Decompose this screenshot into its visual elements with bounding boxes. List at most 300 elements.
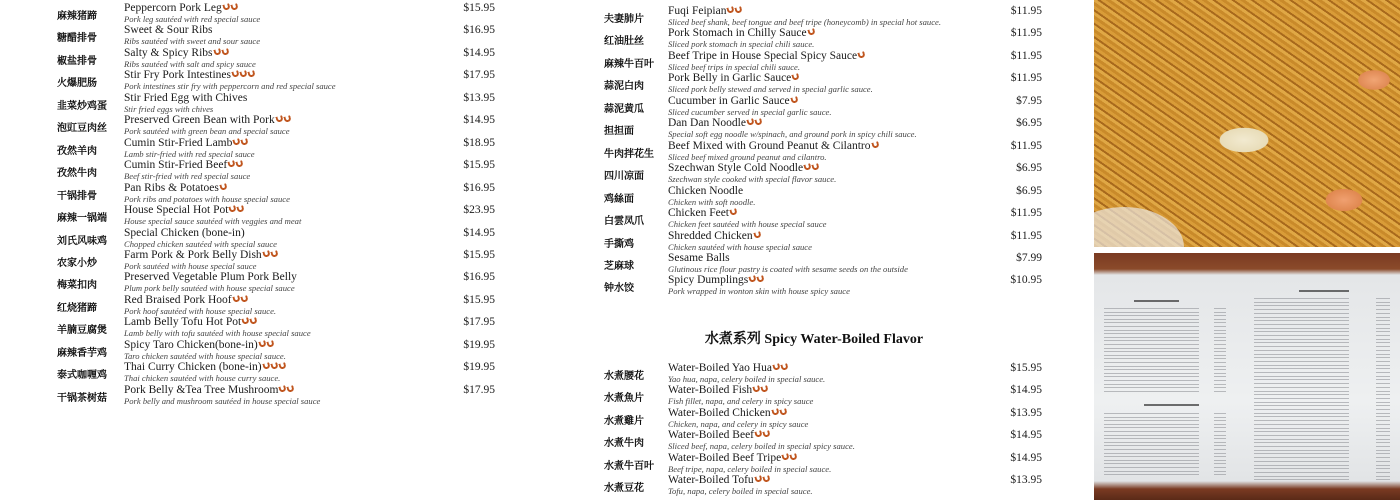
photo-text-line [1254, 320, 1349, 321]
photo-text-line [1254, 465, 1349, 466]
item-description: Chicken with soft noodle. [668, 196, 756, 207]
photo-text-line [1214, 474, 1226, 475]
photo-text-line [1104, 463, 1199, 464]
item-name-text: Lamb Belly Tofu Hot Pot [124, 316, 242, 329]
item-name-text: Preserved Green Bean with Pork [124, 114, 275, 127]
photo-text-line [1144, 404, 1199, 406]
photo-text-line [1104, 319, 1199, 320]
item-description: Pork sautéed with house special sauce [124, 260, 257, 271]
chili-pepper-icon [230, 3, 238, 11]
item-price: $15.95 [463, 2, 495, 14]
item-description: Pork hoof sautéed with house special sauce. [124, 305, 277, 316]
photo-text-line [1376, 420, 1390, 421]
photo-text-line [1376, 324, 1390, 325]
item-name-text: Thai Curry Chicken (bone-in) [124, 361, 262, 374]
item-chinese-name: 白雲凤爪 [604, 216, 644, 228]
photo-text-line [1254, 368, 1349, 369]
item-description: Ribs sautéed with salt and spicy sauce [124, 58, 256, 69]
noodle-dish-photo [1094, 0, 1400, 247]
item-description: Thai chicken sautéed with house curry sauce. [124, 373, 281, 384]
photo-text-line [1376, 428, 1390, 429]
photo-text-line [1104, 362, 1199, 363]
chili-pepper-icon [762, 475, 770, 483]
item-description: Taro chicken sautéed with house special sauce. [124, 350, 286, 361]
section-title-zh: 水煮系列 [704, 331, 761, 347]
photo-text-line [1214, 413, 1226, 414]
item-description: Pork intestines stir fry with peppercorn and red special sauce [124, 81, 336, 92]
photo-text-line [1254, 450, 1349, 451]
photo-text-line [1254, 402, 1349, 403]
photo-text-line [1214, 387, 1226, 388]
item-chinese-name: 麻辣香芋鸡 [57, 347, 107, 359]
photo-text-line [1254, 476, 1349, 477]
photo-text-line [1376, 302, 1390, 303]
item-chinese-name: 火爆肥肠 [57, 78, 97, 90]
photo-text-line [1254, 357, 1349, 358]
chili-pepper-icon [250, 317, 258, 325]
photo-text-line [1214, 376, 1226, 377]
item-price: $11.95 [1010, 139, 1042, 152]
photo-text-line [1254, 431, 1349, 432]
item-description: Pork wrapped in wonton skin with house spicy sauce [668, 286, 850, 297]
item-chinese-name: 水煮雞片 [604, 415, 644, 427]
photo-text-line [1254, 339, 1349, 340]
item-name-text: Special Chicken (bone-in) [124, 226, 245, 239]
chili-pepper-icon [790, 96, 798, 104]
chili-pepper-icon [762, 431, 770, 439]
photo-text-line [1376, 394, 1390, 395]
item-chinese-name: 梅菜扣肉 [57, 280, 97, 292]
item-english-name [124, 361, 286, 373]
photo-text-line [1214, 380, 1226, 381]
photo-text-line [1214, 369, 1226, 370]
item-english-name [124, 204, 244, 216]
photo-text-line [1254, 350, 1349, 351]
item-price: $11.95 [1010, 27, 1042, 40]
item-price: $14.95 [463, 226, 495, 239]
photo-text-line [1214, 312, 1226, 313]
item-description: Sliced pork stomach in special chili sauce. [668, 39, 815, 50]
item-price: $16.95 [463, 271, 495, 284]
item-description: Yao hua, napa, celery boiled in special sauce. [668, 374, 826, 384]
photo-text-line [1214, 333, 1226, 334]
photo-text-line [1254, 354, 1349, 355]
photo-text-line [1214, 373, 1226, 374]
item-name-text: Stir Fried Egg with Chives [124, 91, 248, 104]
photo-text-line [1376, 379, 1390, 380]
photo-text-line [1214, 438, 1226, 439]
photo-text-line [1376, 453, 1390, 454]
chili-pepper-icon [232, 295, 240, 303]
chili-pepper-icon [236, 160, 244, 168]
item-price: $6.95 [1016, 184, 1042, 197]
photo-text-line [1376, 468, 1390, 469]
photo-text-line [1214, 330, 1226, 331]
photo-text-line [1104, 373, 1199, 374]
photo-text-line [1254, 328, 1349, 329]
chili-pepper-icon [241, 138, 249, 146]
chili-pepper-icon [266, 340, 274, 348]
photo-text-line [1104, 427, 1199, 428]
item-chinese-name: 蒜泥黄瓜 [604, 103, 644, 115]
photo-text-line [1254, 383, 1349, 384]
photo-text-line [1214, 391, 1226, 392]
photo-text-line [1104, 449, 1199, 450]
item-chinese-name: 蒜泥白肉 [604, 81, 644, 93]
photo-text-line [1376, 435, 1390, 436]
item-name-text: Spicy Dumplings [668, 274, 749, 287]
item-chinese-name: 麻辣牛百叶 [604, 58, 654, 70]
photo-text-line [1104, 453, 1199, 454]
photo-text-line [1376, 446, 1390, 447]
item-name-text: Water-Boiled Fish [668, 384, 753, 397]
chili-pepper-icon [270, 362, 278, 370]
item-name-text: Sesame Balls [668, 251, 730, 264]
photo-text-line [1376, 372, 1390, 373]
photo-text-line [1254, 428, 1349, 429]
photo-text-line [1254, 331, 1349, 332]
item-english-name [668, 474, 770, 486]
photo-text-line [1254, 372, 1349, 373]
chili-pepper-icon [792, 74, 800, 82]
photo-text-line [1214, 445, 1226, 446]
item-price: $11.95 [1010, 229, 1042, 242]
item-price: $16.95 [463, 24, 495, 37]
item-name-text: Cumin Stir-Fried Lamb [124, 136, 233, 149]
item-price: $17.95 [463, 316, 495, 329]
item-price: $14.95 [463, 114, 495, 127]
item-price: $6.95 [1016, 162, 1042, 175]
photo-text-line [1104, 431, 1199, 432]
photo-text-line [1254, 324, 1349, 325]
item-price: $14.95 [1010, 451, 1042, 464]
photo-text-line [1104, 413, 1199, 414]
photo-text-line [1376, 457, 1390, 458]
photo-text-line [1376, 305, 1390, 306]
item-price: $13.95 [1010, 474, 1042, 487]
photo-text-line [1214, 467, 1226, 468]
item-english-name [668, 140, 879, 152]
photo-text-line [1104, 474, 1199, 475]
photo-text-line [1104, 358, 1199, 359]
item-description: Sliced beef trips in special chili sauce. [668, 61, 800, 72]
photo-text-line [1376, 409, 1390, 410]
item-description: Szechwan style cooked with special flavor sauce. [668, 174, 837, 185]
item-description: Chicken feet sautéed with house special sauce [668, 219, 827, 230]
item-chinese-name: 水煮牛百叶 [604, 460, 654, 472]
photo-text-line [1254, 461, 1349, 462]
photo-text-line [1214, 431, 1226, 432]
chili-pepper-icon [287, 385, 295, 393]
photo-text-line [1104, 308, 1199, 309]
item-name-text: Preserved Vegetable Plum Pork Belly [124, 271, 297, 284]
photo-text-line [1376, 416, 1390, 417]
item-name-text: Dan Dan Noodle [668, 117, 746, 130]
item-price: $11.95 [1010, 72, 1042, 85]
item-name-text: Pork Stomach in Chilly Sauce [668, 27, 807, 40]
item-chinese-name: 红烧猪蹄 [57, 302, 97, 314]
photo-text-line [1254, 394, 1349, 395]
item-description: Glutinous rice flour pastry is coated with sesame seeds on the outside [668, 263, 908, 274]
photo-text-line [1376, 402, 1390, 403]
item-description: Sliced pork belly stewed and served in special garlic sauce. [668, 84, 873, 95]
item-chinese-name: 椒盐排骨 [57, 55, 97, 67]
chili-pepper-icon [857, 51, 865, 59]
photo-text-line [1214, 456, 1226, 457]
photo-text-line [1134, 300, 1179, 302]
item-price: $10.95 [1010, 274, 1042, 287]
photo-text-line [1104, 340, 1199, 341]
photo-text-line [1376, 476, 1390, 477]
photo-text-line [1254, 446, 1349, 447]
photo-text-line [1214, 463, 1226, 464]
item-name-text: Water-Boiled Beef Tripe [668, 451, 782, 464]
section-title-water-boiled [604, 328, 1024, 348]
item-name-text: Peppercorn Pork Leg [124, 2, 222, 14]
item-chinese-name: 干锅茶树菇 [57, 392, 107, 404]
photo-text-line [1376, 461, 1390, 462]
item-name-text: House Special Hot Pot [124, 204, 229, 217]
item-description: House special sauce sautéed with veggies and meat [124, 216, 302, 227]
photo-text-line [1376, 335, 1390, 336]
photo-text-line [1104, 471, 1199, 472]
chili-pepper-icon [283, 115, 291, 123]
item-name-text: Pan Ribs & Potatoes [124, 181, 219, 194]
item-english-name [668, 50, 865, 62]
photo-text-line [1104, 369, 1199, 370]
item-price: $16.95 [463, 181, 495, 194]
photo-text-line [1104, 351, 1199, 352]
photo-text-line [1254, 361, 1349, 362]
photo-text-line [1104, 333, 1199, 334]
photo-text-line [1104, 376, 1199, 377]
item-price: $11.95 [1010, 5, 1042, 17]
photo-text-line [1254, 342, 1349, 343]
item-english-name [668, 72, 799, 84]
photo-text-line [1104, 424, 1199, 425]
chili-pepper-icon [807, 29, 815, 37]
item-description: Lamb stir-fried with red special sauce [124, 148, 255, 159]
item-english-name [124, 384, 294, 396]
item-price: $15.95 [463, 159, 495, 172]
photo-text-line [1376, 354, 1390, 355]
photo-text-line [1299, 290, 1349, 292]
item-english-name [668, 207, 737, 219]
item-chinese-name: 担担面 [604, 126, 634, 138]
photo-text-line [1376, 413, 1390, 414]
item-price: $14.95 [1010, 429, 1042, 442]
photo-text-line [1254, 305, 1349, 306]
item-price: $23.95 [463, 204, 495, 217]
item-english-name [668, 162, 819, 174]
item-description: Sliced beef mixed ground peanut and cilantro. [668, 151, 827, 162]
item-price: $6.95 [1016, 117, 1042, 130]
photo-text-line [1214, 424, 1226, 425]
photo-text-line [1376, 357, 1390, 358]
item-chinese-name: 水煮腰花 [604, 371, 644, 382]
photo-text-line [1376, 479, 1390, 480]
item-description: Special soft egg noodle w/spinach, and ground pork in spicy chili sauce. [668, 129, 917, 140]
item-description: Beef tripe, napa, celery boiled in special sauce. [668, 463, 832, 474]
item-price: $13.95 [463, 91, 495, 104]
photo-text-line [1376, 387, 1390, 388]
photo-text-line [1214, 442, 1226, 443]
item-price: $7.95 [1016, 94, 1042, 107]
item-english-name [124, 294, 248, 306]
photo-text-line [1376, 298, 1390, 299]
item-description: Stir fried eggs with chives [124, 103, 214, 114]
item-chinese-name: 农家小炒 [57, 257, 97, 269]
photo-text-line [1104, 355, 1199, 356]
item-chinese-name: 水煮豆花 [604, 483, 644, 495]
item-english-name [668, 5, 742, 17]
item-chinese-name: 水煮牛肉 [604, 438, 644, 450]
item-english-name [124, 2, 238, 14]
photo-text-line [1254, 391, 1349, 392]
item-price: $7.99 [1016, 251, 1042, 264]
photo-text-line [1104, 391, 1199, 392]
item-english-name [668, 185, 743, 197]
item-chinese-name: 水煮魚片 [604, 393, 644, 405]
item-chinese-name: 手撕鸡 [604, 238, 634, 250]
photo-text-line [1376, 439, 1390, 440]
item-chinese-name: 鸡絲面 [604, 193, 634, 205]
photo-text-line [1104, 417, 1199, 418]
item-name-text: Sweet & Sour Ribs [124, 24, 213, 37]
chili-pepper-icon [221, 48, 229, 56]
chili-pepper-icon [757, 276, 765, 284]
item-english-name [124, 182, 227, 194]
photo-text-line [1376, 376, 1390, 377]
item-english-name [124, 316, 257, 328]
photo-text-line [1214, 315, 1226, 316]
photo-text-line [1214, 427, 1226, 428]
photo-text-line [1214, 340, 1226, 341]
photo-text-line [1376, 313, 1390, 314]
photo-text-line [1254, 442, 1349, 443]
chili-pepper-icon [790, 453, 798, 461]
chili-pepper-icon [213, 48, 221, 56]
chili-pepper-icon [278, 362, 286, 370]
photo-text-line [1214, 326, 1226, 327]
photo-text-line [1104, 435, 1199, 436]
item-chinese-name: 刘氏风味鸡 [57, 235, 107, 247]
item-description: Plum pork belly sautéed with house special sauce [124, 283, 295, 294]
photo-text-line [1254, 387, 1349, 388]
photo-text-line [1104, 467, 1199, 468]
item-price: $13.95 [1010, 406, 1042, 419]
photo-text-line [1376, 405, 1390, 406]
item-price: $19.95 [463, 361, 495, 374]
chili-pepper-icon [222, 3, 230, 11]
photo-text-line [1254, 298, 1349, 299]
photo-text-line [1214, 344, 1226, 345]
photo-text-line [1254, 335, 1349, 336]
chili-pepper-icon [753, 231, 761, 239]
item-name-text: Water-Boiled Tofu [668, 474, 754, 487]
item-chinese-name: 韭菜炒鸡蛋 [57, 100, 107, 112]
item-price: $14.95 [1010, 384, 1042, 397]
photo-text-line [1254, 313, 1349, 314]
item-chinese-name: 麻辣猪蹄 [57, 11, 97, 22]
item-chinese-name: 羊腩豆腐煲 [57, 325, 107, 337]
item-english-name [124, 24, 213, 36]
photo-text-line [1376, 346, 1390, 347]
photo-text-line [1214, 337, 1226, 338]
item-price: $15.95 [463, 248, 495, 261]
item-name-text: Chicken Noodle [668, 184, 744, 197]
item-english-name [124, 114, 291, 126]
item-name-text: Beef Mixed with Ground Peanut & Cilantro [668, 139, 871, 152]
item-description: Sliced beef shank, beef tongue and beef tripe (honeycomb) in special hot sauce. [668, 17, 942, 27]
item-chinese-name: 夫妻肺片 [604, 14, 644, 25]
item-english-name [668, 230, 761, 242]
item-name-text: Cumin Stir-Fried Beef [124, 159, 228, 172]
item-price: $18.95 [463, 136, 495, 149]
item-name-text: Spicy Taro Chicken(bone-in) [124, 338, 258, 351]
photo-text-line [1376, 383, 1390, 384]
photo-text-line [1254, 439, 1349, 440]
photo-text-line [1104, 344, 1199, 345]
item-name-text: Fuqi Feipian [668, 5, 727, 17]
item-name-text: Water-Boiled Yao Hua [668, 362, 772, 374]
item-chinese-name: 糖醋排骨 [57, 33, 97, 45]
item-chinese-name: 孜然羊肉 [57, 145, 97, 157]
photo-text-line [1104, 330, 1199, 331]
photo-text-line [1214, 384, 1226, 385]
photo-text-line [1376, 365, 1390, 366]
item-description: Pork leg sautéed with red special sauce [124, 14, 261, 24]
item-english-name [668, 452, 797, 464]
photo-text-line [1254, 302, 1349, 303]
photo-text-line [1254, 479, 1349, 480]
item-description: Pork ribs and potatoes with house special sauce [124, 193, 290, 204]
item-chinese-name: 麻辣一锅端 [57, 213, 107, 225]
photo-text-line [1214, 449, 1226, 450]
photo-text-line [1104, 380, 1199, 381]
item-chinese-name: 四川凉面 [604, 171, 644, 183]
photo-text-line [1254, 379, 1349, 380]
chili-pepper-icon [760, 386, 768, 394]
photo-text-line [1254, 317, 1349, 318]
chili-pepper-icon [275, 115, 283, 123]
item-name-text: Red Braised Pork Hoof [124, 293, 232, 306]
chili-pepper-icon [219, 183, 227, 191]
photo-text-line [1254, 405, 1349, 406]
photo-text-line [1376, 431, 1390, 432]
item-description: Sliced cucumber served in special garlic sauce. [668, 106, 832, 117]
item-english-name [668, 117, 762, 129]
photo-text-line [1214, 366, 1226, 367]
photo-text-line [1376, 391, 1390, 392]
photo-text-line [1376, 331, 1390, 332]
photo-text-line [1376, 472, 1390, 473]
photo-text-line [1376, 350, 1390, 351]
photo-text-line [1376, 368, 1390, 369]
item-english-name [668, 252, 730, 264]
photo-text-line [1254, 413, 1349, 414]
item-name-text: Chicken Feet [668, 207, 729, 220]
item-english-name [668, 274, 764, 286]
item-price: $15.95 [463, 293, 495, 306]
item-name-text: Shredded Chicken [668, 229, 753, 242]
photo-text-line [1214, 308, 1226, 309]
item-description: Chopped chicken sautéed with special sauce [124, 238, 277, 249]
item-chinese-name: 泰式咖喱鸡 [57, 370, 107, 382]
item-chinese-name: 泡豇豆肉丝 [57, 123, 107, 135]
item-name-text: Pork Belly in Garlic Sauce [668, 72, 792, 85]
chili-pepper-icon [779, 408, 787, 416]
